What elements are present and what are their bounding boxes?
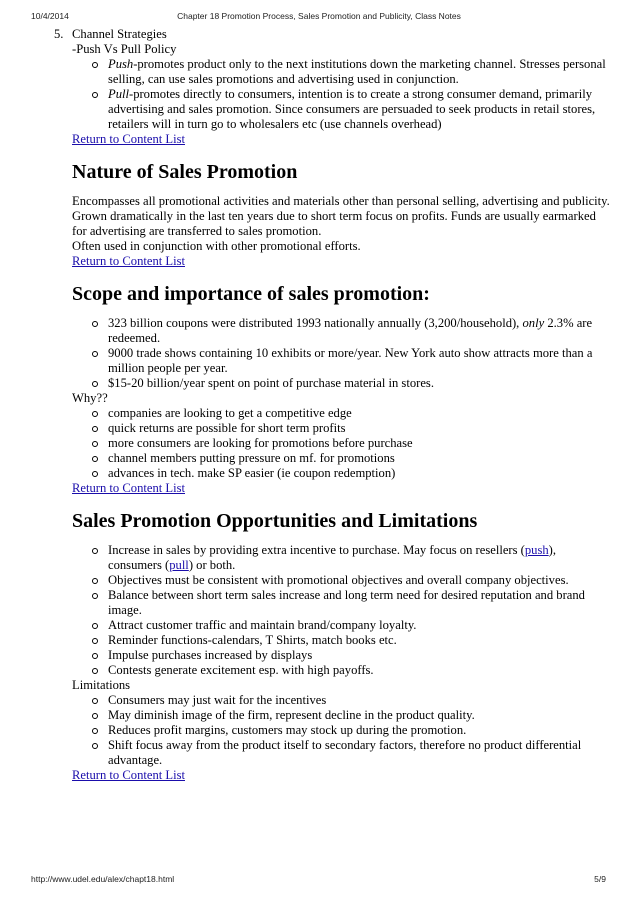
nature-paragraph: Encompasses all promotional activities and materials other than personal selling, advertising and publicity. Grown dramatically in the last ten years due to short term focus on profits. Funds are usually earmarked for advertising are transferred to sales promotion.	[72, 194, 610, 238]
pull-text: -promotes directly to consumers, intention is to create a strong consumer demand, primarily advertising and sales promotion. Since consumers are persuaded to seek products in retail stores, retailers will in turn go to wholesalers etc (use channels overhead)	[108, 87, 596, 131]
scope-item-text: 2.3% are redeemed.	[108, 316, 593, 345]
limitations-label: Limitations	[72, 678, 131, 692]
limitations-list	[72, 693, 612, 768]
print-footer	[0, 874, 638, 886]
opps-item-text: Increase in sales by providing extra incentive to purchase. May focus on resellers (	[108, 543, 525, 557]
list-item: more consumers are looking for promotions before purchase	[108, 436, 612, 451]
list-item: Impulse purchases increased by displays	[108, 648, 612, 663]
list-item: advances in tech. make SP easier (ie coupon redemption)	[108, 466, 612, 481]
header-date: 10/4/2014	[31, 11, 69, 21]
list-item: Reminder functions-calendars, T Shirts, match books etc.	[108, 633, 612, 648]
return-link[interactable]: Return to Content List	[72, 481, 185, 495]
list-item: companies are looking to get a competitive edge	[108, 406, 612, 421]
scope-list	[72, 316, 612, 391]
page-content	[54, 27, 612, 783]
pull-link[interactable]: pull	[169, 558, 189, 572]
channel-subtitle: -Push Vs Pull Policy	[72, 42, 177, 56]
list-item	[108, 543, 612, 573]
list-item: $15-20 billion/year spent on point of purchase material in stores.	[108, 376, 612, 391]
push-link[interactable]: push	[524, 543, 549, 557]
list-item	[108, 57, 612, 87]
nature-heading: Nature of Sales Promotion	[72, 161, 298, 183]
list-item: Contests generate excitement esp. with high payoffs.	[108, 663, 612, 678]
list-item: Shift focus away from the product itself to secondary factors, therefore no product differential advantage.	[108, 738, 612, 768]
channel-section	[54, 27, 612, 57]
footer-url: http://www.udel.edu/alex/chapt18.html	[31, 874, 175, 884]
return-link[interactable]: Return to Content List	[72, 254, 185, 268]
list-number: 5.	[54, 27, 64, 41]
opportunities-heading: Sales Promotion Opportunities and Limitations	[72, 510, 478, 532]
list-item: May diminish image of the firm, represent decline in the product quality.	[108, 708, 612, 723]
return-link[interactable]: Return to Content List	[72, 768, 185, 782]
why-list	[72, 406, 612, 481]
return-link[interactable]: Return to Content List	[72, 132, 185, 146]
list-item: Reduces profit margins, customers may stock up during the promotion.	[108, 723, 612, 738]
opportunities-list	[72, 543, 612, 678]
list-item: Objectives must be consistent with promotional objectives and overall company objectives.	[108, 573, 612, 588]
list-item: 9000 trade shows containing 10 exhibits or more/year. New York auto show attracts more than a million people per year.	[108, 346, 612, 376]
channel-list	[72, 57, 612, 132]
push-text: -promotes product only to the next institutions down the marketing channel. Stresses personal selling, can use sales promotions and advertising used in conjunction.	[108, 57, 606, 86]
channel-title: Channel Strategies	[72, 27, 167, 41]
scope-heading: Scope and importance of sales promotion:	[72, 283, 430, 305]
list-item	[108, 87, 612, 132]
push-term: Push	[108, 57, 134, 71]
list-item: Balance between short term sales increase and long term need for desired reputation and brand image.	[108, 588, 612, 618]
why-label: Why??	[72, 391, 108, 405]
list-item: channel members putting pressure on mf. for promotions	[108, 451, 612, 466]
pull-term: Pull	[108, 87, 129, 101]
scope-item-text: 323 billion coupons were distributed 1993 nationally annually (3,200/household),	[108, 316, 523, 330]
nature-paragraph-2: Often used in conjunction with other promotional efforts.	[72, 239, 361, 253]
list-item	[108, 316, 612, 346]
list-item: Attract customer traffic and maintain brand/company loyalty.	[108, 618, 612, 633]
list-item: quick returns are possible for short term profits	[108, 421, 612, 436]
page-number: 5/9	[594, 874, 606, 884]
print-header	[0, 11, 638, 23]
scope-item-emphasis: only	[522, 316, 545, 330]
opps-item-text: ), consumers (	[108, 543, 556, 572]
header-title: Chapter 18 Promotion Process, Sales Promotion and Publicity, Class Notes	[177, 11, 461, 21]
list-item: Consumers may just wait for the incentives	[108, 693, 612, 708]
opps-item-text: ) or both.	[188, 558, 236, 572]
